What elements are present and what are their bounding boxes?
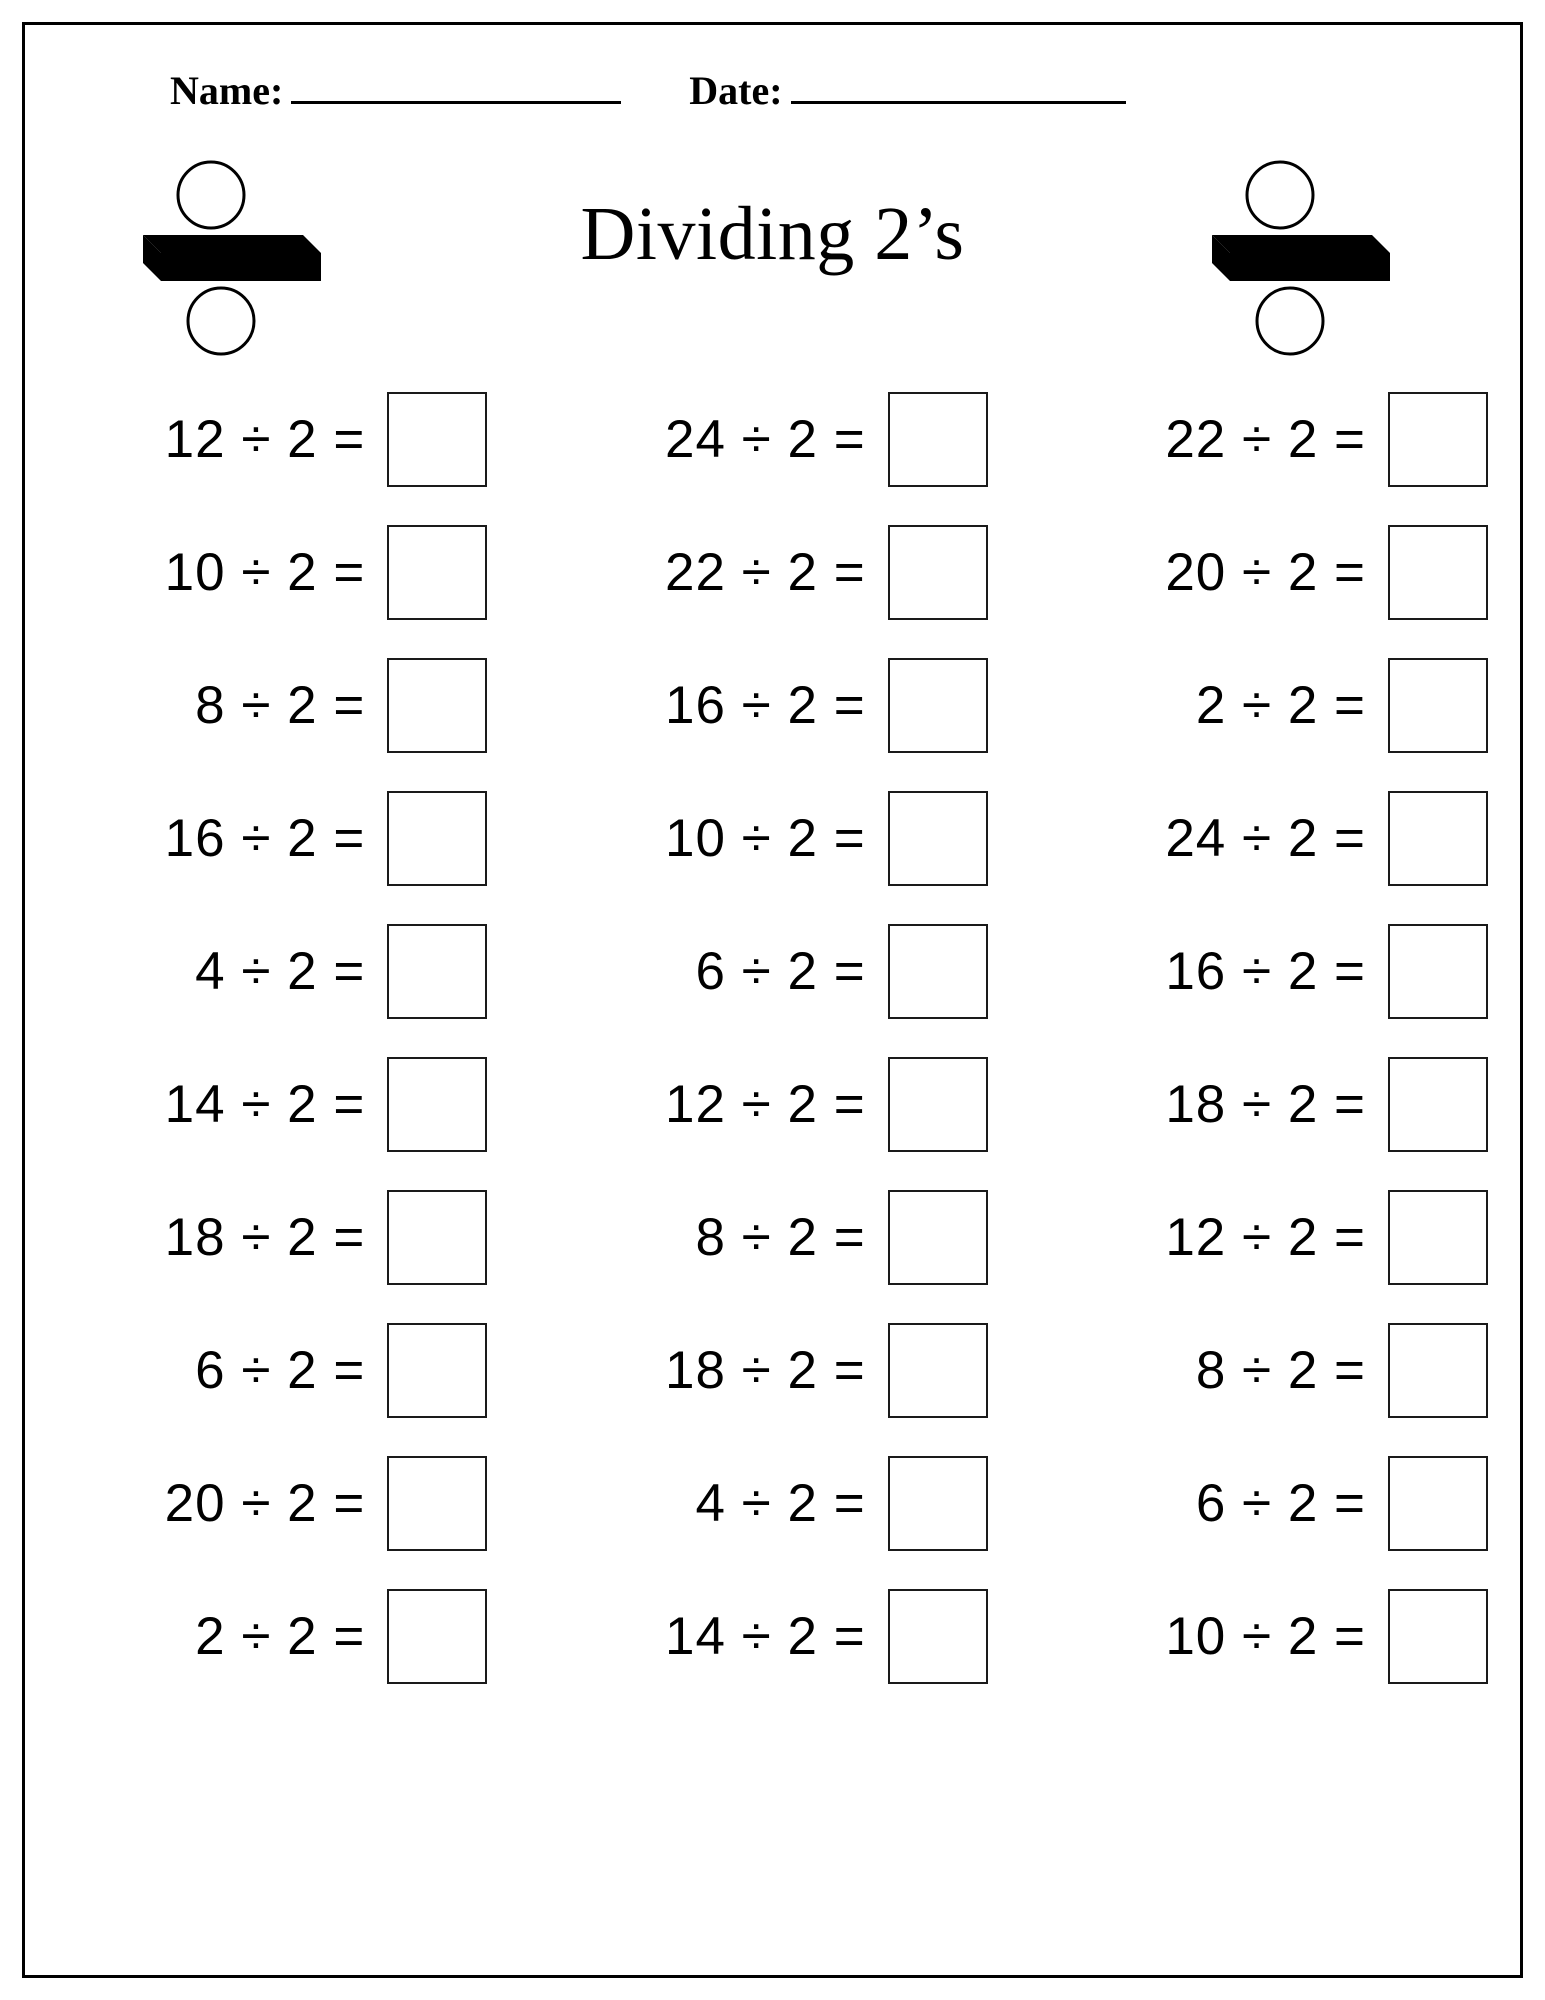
problem-expression: 22 ÷ 2 = — [1165, 410, 1366, 469]
answer-box[interactable] — [888, 1589, 988, 1684]
problem-expression: 18 ÷ 2 = — [164, 1208, 366, 1267]
answer-box[interactable] — [1388, 1057, 1488, 1152]
problem-expression: 16 ÷ 2 = — [1165, 942, 1366, 1001]
problem-expression: 8 ÷ 2 = — [195, 676, 366, 735]
problem-expression: 24 ÷ 2 = — [665, 410, 866, 469]
problem-expression: 4 ÷ 2 = — [195, 942, 366, 1001]
answer-box[interactable] — [1388, 658, 1488, 753]
problem-expression: 18 ÷ 2 = — [1165, 1075, 1366, 1134]
problems-grid — [25, 373, 1520, 1933]
answer-box[interactable] — [1388, 791, 1488, 886]
problem-row — [43, 373, 487, 506]
problem-expression: 14 ÷ 2 = — [164, 1075, 366, 1134]
problem-row — [43, 1437, 487, 1570]
worksheet-border — [22, 22, 1523, 1978]
problem-expression: 6 ÷ 2 = — [695, 942, 866, 1001]
problem-expression: 20 ÷ 2 = — [164, 1474, 366, 1533]
answer-box[interactable] — [387, 525, 487, 620]
date-label: Date: — [689, 68, 783, 113]
problem-row — [543, 373, 987, 506]
problem-row — [543, 1038, 987, 1171]
problem-row — [543, 639, 987, 772]
name-input[interactable] — [291, 57, 621, 104]
problem-row — [1044, 1038, 1488, 1171]
problem-expression: 20 ÷ 2 = — [1165, 543, 1366, 602]
problem-expression: 12 ÷ 2 = — [164, 410, 366, 469]
problem-expression: 2 ÷ 2 = — [1195, 676, 1366, 735]
answer-box[interactable] — [387, 392, 487, 487]
problem-row — [543, 905, 987, 1038]
answer-box[interactable] — [888, 1057, 988, 1152]
answer-box[interactable] — [387, 658, 487, 753]
problem-row — [1044, 772, 1488, 905]
problem-row — [43, 772, 487, 905]
problem-expression: 6 ÷ 2 = — [1195, 1474, 1366, 1533]
answer-box[interactable] — [387, 924, 487, 1019]
problem-expression: 12 ÷ 2 = — [1165, 1208, 1366, 1267]
problem-expression: 16 ÷ 2 = — [665, 676, 866, 735]
answer-box[interactable] — [387, 1057, 487, 1152]
answer-box[interactable] — [387, 1190, 487, 1285]
answer-box[interactable] — [888, 392, 988, 487]
answer-box[interactable] — [387, 1456, 487, 1551]
problem-row — [543, 1437, 987, 1570]
problem-row — [543, 1570, 987, 1703]
answer-box[interactable] — [888, 924, 988, 1019]
problem-expression: 8 ÷ 2 = — [1195, 1341, 1366, 1400]
problem-column-3 — [1044, 373, 1502, 1933]
answer-box[interactable] — [1388, 1323, 1488, 1418]
problem-row — [43, 1570, 487, 1703]
answer-box[interactable] — [888, 1323, 988, 1418]
date-field — [689, 57, 1125, 114]
problem-expression: 8 ÷ 2 = — [695, 1208, 866, 1267]
answer-box[interactable] — [888, 525, 988, 620]
problem-row — [543, 506, 987, 639]
division-sign-icon — [1202, 153, 1402, 363]
answer-box[interactable] — [888, 791, 988, 886]
answer-box[interactable] — [1388, 525, 1488, 620]
problem-row — [543, 772, 987, 905]
problem-row — [543, 1171, 987, 1304]
page-title: Dividing 2’s — [580, 192, 965, 276]
problem-row — [1044, 1437, 1488, 1570]
problem-row — [43, 1304, 487, 1437]
problem-expression: 14 ÷ 2 = — [665, 1607, 866, 1666]
problem-row — [1044, 506, 1488, 639]
answer-box[interactable] — [1388, 1456, 1488, 1551]
answer-box[interactable] — [387, 791, 487, 886]
answer-box[interactable] — [387, 1323, 487, 1418]
answer-box[interactable] — [1388, 924, 1488, 1019]
problem-expression: 12 ÷ 2 = — [665, 1075, 866, 1134]
problem-row — [43, 506, 487, 639]
problem-column-2 — [543, 373, 1043, 1933]
problem-row — [1044, 905, 1488, 1038]
answer-box[interactable] — [1388, 1589, 1488, 1684]
problem-expression: 2 ÷ 2 = — [195, 1607, 366, 1666]
answer-box[interactable] — [888, 1190, 988, 1285]
answer-box[interactable] — [888, 1456, 988, 1551]
problem-column-1 — [43, 373, 543, 1933]
problem-row — [43, 1171, 487, 1304]
answer-box[interactable] — [888, 658, 988, 753]
problem-row — [43, 639, 487, 772]
answer-box[interactable] — [1388, 1190, 1488, 1285]
problem-row — [43, 1038, 487, 1171]
date-input[interactable] — [791, 57, 1126, 104]
problem-expression: 24 ÷ 2 = — [1165, 809, 1366, 868]
problem-expression: 10 ÷ 2 = — [665, 809, 866, 868]
title-row — [25, 153, 1520, 363]
name-label: Name: — [170, 68, 284, 113]
worksheet-header — [25, 57, 1520, 137]
problem-expression: 22 ÷ 2 = — [665, 543, 866, 602]
problem-row — [1044, 1171, 1488, 1304]
problem-expression: 10 ÷ 2 = — [164, 543, 366, 602]
problem-expression: 10 ÷ 2 = — [1165, 1607, 1366, 1666]
name-field — [170, 57, 621, 114]
problem-row — [43, 905, 487, 1038]
problem-expression: 16 ÷ 2 = — [164, 809, 366, 868]
problem-expression: 18 ÷ 2 = — [665, 1341, 866, 1400]
answer-box[interactable] — [387, 1589, 487, 1684]
answer-box[interactable] — [1388, 392, 1488, 487]
problem-row — [1044, 373, 1488, 506]
problem-expression: 4 ÷ 2 = — [695, 1474, 866, 1533]
problem-row — [1044, 1304, 1488, 1437]
problem-row — [1044, 1570, 1488, 1703]
problem-row — [1044, 639, 1488, 772]
problem-row — [543, 1304, 987, 1437]
problem-expression: 6 ÷ 2 = — [195, 1341, 366, 1400]
